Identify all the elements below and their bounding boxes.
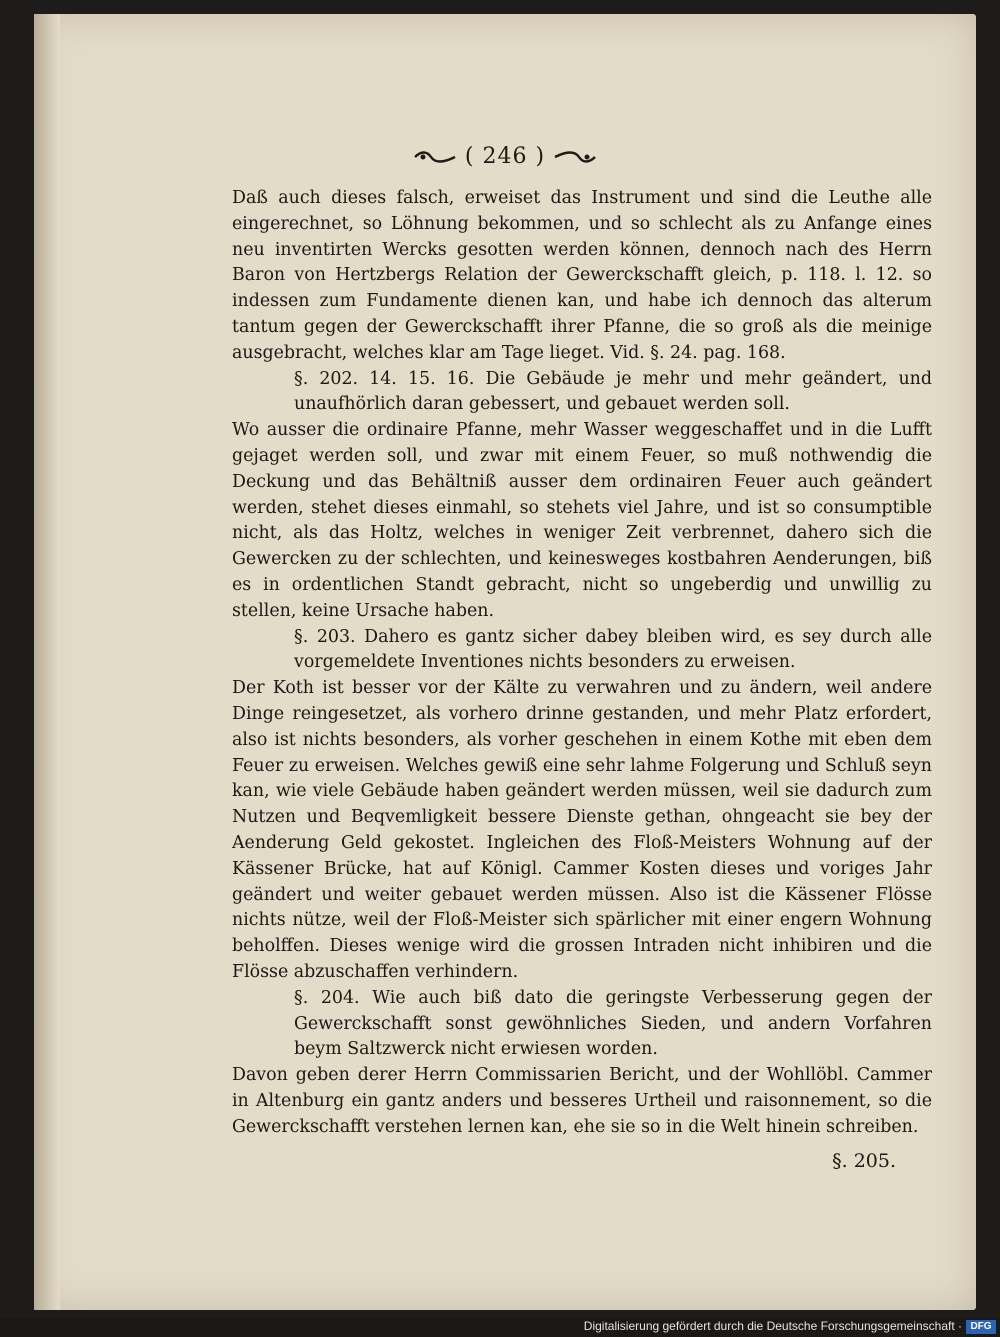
fleuron-right-icon xyxy=(553,150,597,164)
paragraph-1: Daß auch dieses falsch, erweiset das Instrument und sind die Leuthe alle eingerechnet, so Löhnung bekommen, und so schlecht als zu Anfange eines neu inventirten Wercks gesotten werden können, dennoch nach des Herrn Baron von Hertzbergs Relation der Gewerckschafft gleich, p. 118. l. 12. so indessen zum Fundamente dienen kan, und habe ich dennoch das alterum tantum gegen der Gewerckschafft ihrer Pfanne, die so groß als die meinige ausgebracht, welches klar am Tage lieget. Vid. §. 24. pag. 168. xyxy=(232,188,932,363)
section-202-heading: §. 202. 14. 15. 16. Die Gebäude je mehr und mehr geändert, und unaufhörlich daran gebessert, und gebauet werden soll. xyxy=(294,368,932,415)
page-number: ( 246 ) xyxy=(464,144,546,169)
catchword: §. 205. xyxy=(832,1150,896,1172)
page-spine-shadow xyxy=(34,14,60,1310)
scanned-page xyxy=(34,14,976,1310)
dfg-logo[interactable]: DFG xyxy=(966,1320,996,1334)
page-header xyxy=(34,144,976,169)
paragraph-3: Der Koth ist besser vor der Kälte zu verwahren und zu ändern, weil andere Dinge reingesetzet, als vorhero drinne gestanden, und mehr Platz erfordert, also ist nichts besonders, als vorher geschehen in einem Kothe mit eben dem Feuer zu erweisen. Welches gewiß eine sehr lahme Folgerung und Schluß seyn kan, wie viele Gebäude haben geändert werden müssen, weil sie dadurch zum Nutzen und Beqvemligkeit bessere Dienste gethan, ohngeacht sie bey der Aenderung Geld gekostet. Ingleichen des Floß-Meisters Wohnung auf der Kässener Brücke, hat auf Königl. Cammer Kosten dieses und voriges Jahr geändert und weiter gebauet werden müssen. Also ist die Kässener Flösse nichts nütze, weil der Floß-Meister sich spärlicher mit einer engern Wohnung beholffen. Dieses wenige wird die grossen Intraden nicht inhibiren und die Flösse abzuschaffen verhindern. xyxy=(232,678,932,982)
footer-bar xyxy=(0,1318,1000,1337)
body-text xyxy=(232,186,932,1140)
fleuron-left-icon xyxy=(413,150,457,164)
section-203-heading: §. 203. Dahero es gantz sicher dabey bleiben wird, es sey durch alle vorgemeldete Inventiones nichts besonders zu erweisen. xyxy=(294,626,932,673)
paragraph-4: Davon geben derer Herrn Commissarien Bericht, und der Wohllöbl. Cammer in Altenburg ein gantz anders und besseres Urtheil und raisonnement, so die Gewerckschafft verstehen lernen kan, ehe sie so in die Welt hinein schreiben. xyxy=(232,1065,932,1137)
paragraph-2: Wo ausser die ordinaire Pfanne, mehr Wasser weggeschaffet und in die Lufft gejaget werden soll, und zwar mit einem Feuer, so muß nothwendig die Deckung und das Behältniß ausser dem ordinairen Feuer auch geändert werden, stehet dieses einmahl, so stehets viel Jahre, und ist so consumptible nicht, als das Holtz, welches in weniger Zeit verbrennet, dahero sich die Gewercken zu der schlechten, und keinesweges kostbahren Aenderungen, biß es in ordentlichen Standt gebracht, nicht so ungeberdig und unwillig zu stellen, keine Ursache haben. xyxy=(232,420,932,621)
section-204-heading: §. 204. Wie auch biß dato die geringste Verbesserung gegen der Gewerckschafft sonst gewöhnliches Sieden, und andern Vorfahren beym Saltzwerck nicht erwiesen worden. xyxy=(294,987,932,1060)
footer-credit: Digitalisierung gefördert durch die Deutsche Forschungsgemeinschaft · xyxy=(583,1319,962,1333)
